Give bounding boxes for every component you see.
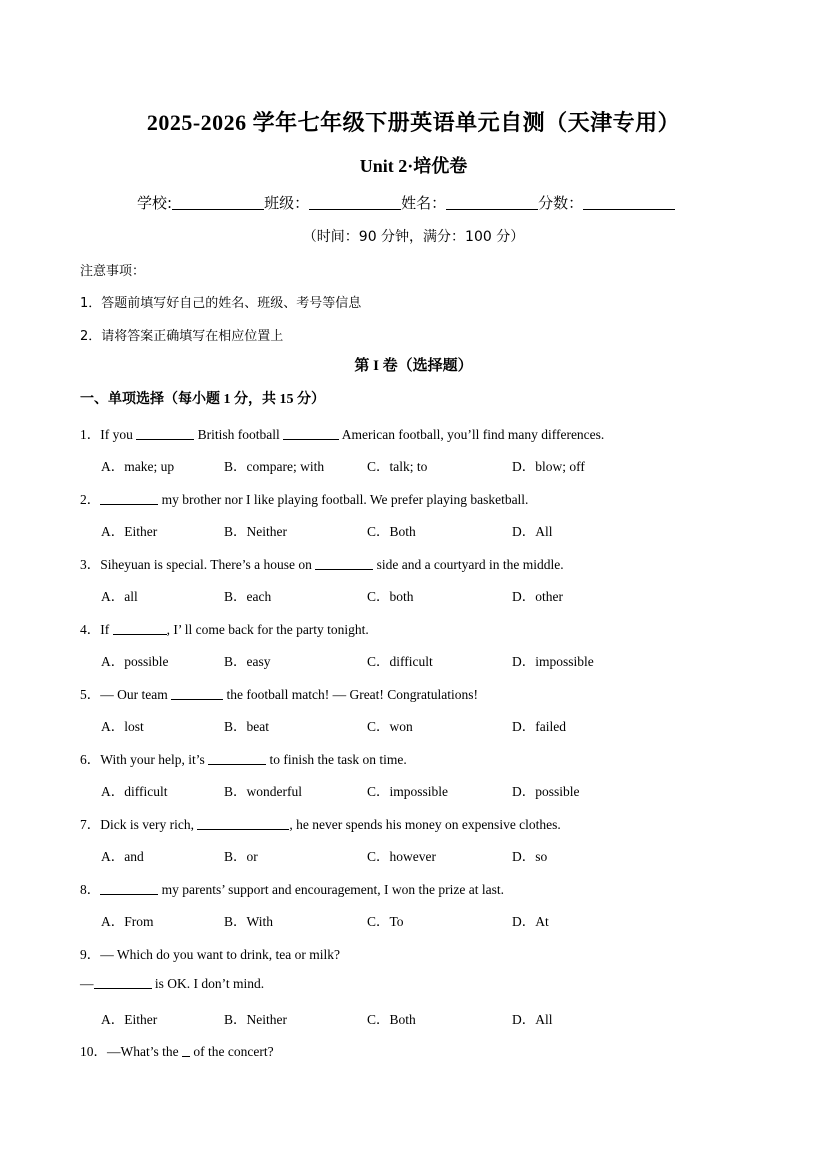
exam-subtitle: Unit 2·培优卷 bbox=[359, 156, 468, 176]
option[interactable]: C．talk; to bbox=[367, 459, 428, 474]
notice-item: 2．请将答案正确填写在相应位置上 bbox=[80, 329, 284, 344]
option[interactable]: A．Either bbox=[101, 524, 158, 539]
score-blank[interactable] bbox=[583, 194, 675, 210]
option[interactable]: D．All bbox=[512, 524, 553, 539]
option[interactable]: C．Both bbox=[367, 524, 416, 539]
option[interactable]: C．difficult bbox=[367, 654, 433, 669]
option[interactable]: D．All bbox=[512, 1012, 553, 1027]
option[interactable]: C．To bbox=[367, 914, 404, 929]
answer-blank[interactable] bbox=[136, 426, 194, 440]
option[interactable]: D．At bbox=[512, 914, 549, 929]
answer-blank[interactable] bbox=[113, 621, 167, 635]
answer-blank[interactable] bbox=[100, 491, 158, 505]
question-stem: 3．Siheyuan is special. There’s a house on side and a courtyard in the middle. bbox=[80, 557, 564, 572]
option[interactable]: B．each bbox=[224, 589, 272, 604]
option[interactable]: B．beat bbox=[224, 719, 269, 734]
notice-item: 1．答题前填写好自己的姓名、班级、考号等信息 bbox=[80, 296, 362, 311]
answer-blank[interactable] bbox=[197, 816, 289, 830]
option[interactable]: B．Neither bbox=[224, 1012, 287, 1027]
time-note: （时间：90 分钟，满分：100 分） bbox=[302, 229, 525, 245]
option[interactable]: A．Either bbox=[101, 1012, 158, 1027]
question-stem: 8． my parents’ support and encouragement, I won the prize at last. bbox=[80, 882, 505, 897]
option[interactable]: B．Neither bbox=[224, 524, 287, 539]
option[interactable]: D．so bbox=[512, 849, 548, 864]
option[interactable]: D．possible bbox=[512, 784, 580, 799]
option[interactable]: D．other bbox=[512, 589, 563, 604]
option[interactable]: A．all bbox=[101, 589, 138, 604]
class-blank[interactable] bbox=[309, 194, 401, 210]
exam-title: 2025-2026 学年七年级下册英语单元自测（天津专用） bbox=[146, 110, 681, 135]
answer-blank[interactable] bbox=[100, 881, 158, 895]
answer-blank[interactable] bbox=[315, 556, 373, 570]
option[interactable]: B．or bbox=[224, 849, 258, 864]
option[interactable]: C．won bbox=[367, 719, 413, 734]
option[interactable]: B．wonderful bbox=[224, 784, 302, 799]
option[interactable]: A．lost bbox=[101, 719, 144, 734]
question-stem-line2: — is OK. I don’t mind. bbox=[80, 976, 265, 991]
option[interactable]: C．however bbox=[367, 849, 436, 864]
option[interactable]: C．both bbox=[367, 589, 414, 604]
answer-blank[interactable] bbox=[171, 686, 223, 700]
option[interactable]: D．impossible bbox=[512, 654, 594, 669]
name-label: 姓名： bbox=[401, 194, 447, 212]
answer-blank[interactable] bbox=[94, 975, 152, 989]
question-stem: 6．With your help, it’s to finish the task on time. bbox=[80, 752, 407, 767]
option[interactable]: D．blow; off bbox=[512, 459, 585, 474]
option[interactable]: D．failed bbox=[512, 719, 566, 734]
option[interactable]: A．difficult bbox=[101, 784, 168, 799]
option[interactable]: B．With bbox=[224, 914, 273, 929]
option[interactable]: B．compare; with bbox=[224, 459, 325, 474]
option[interactable]: B．easy bbox=[224, 654, 271, 669]
section-title: 第 I 卷（选择题） bbox=[354, 358, 473, 374]
option[interactable]: A．From bbox=[101, 914, 154, 929]
option[interactable]: C．Both bbox=[367, 1012, 416, 1027]
option[interactable]: A．possible bbox=[101, 654, 169, 669]
option[interactable]: C．impossible bbox=[367, 784, 449, 799]
school-label: 学校: bbox=[137, 194, 173, 212]
question-stem: 9．— Which do you want to drink, tea or milk? bbox=[80, 947, 340, 962]
question-stem: 1．If you British football American football, you’ll find many differences. bbox=[80, 427, 605, 442]
question-stem: 5．— Our team the football match! — Great! Congratulations! bbox=[80, 687, 479, 702]
answer-blank[interactable] bbox=[208, 751, 266, 765]
question-stem: 2． my brother nor I like playing football. We prefer playing basketball. bbox=[80, 492, 529, 507]
question-stem: 7．Dick is very rich, , he never spends his money on expensive clothes. bbox=[80, 817, 561, 832]
notice-heading: 注意事项： bbox=[80, 264, 146, 279]
question-stem: 10．—What’s the of the concert? bbox=[80, 1044, 274, 1059]
score-label: 分数： bbox=[538, 194, 584, 212]
option[interactable]: A．and bbox=[101, 849, 144, 864]
answer-blank[interactable] bbox=[283, 426, 339, 440]
answer-blank[interactable] bbox=[182, 1043, 190, 1057]
class-label: 班级： bbox=[264, 194, 310, 212]
part-title: 一、单项选择（每小题 1 分，共 15 分） bbox=[80, 392, 325, 407]
question-stem: 4．If , I’ ll come back for the party tonight. bbox=[80, 622, 369, 637]
option[interactable]: A．make; up bbox=[101, 459, 175, 474]
school-blank[interactable] bbox=[172, 194, 264, 210]
name-blank[interactable] bbox=[446, 194, 538, 210]
student-info-line bbox=[137, 192, 675, 213]
